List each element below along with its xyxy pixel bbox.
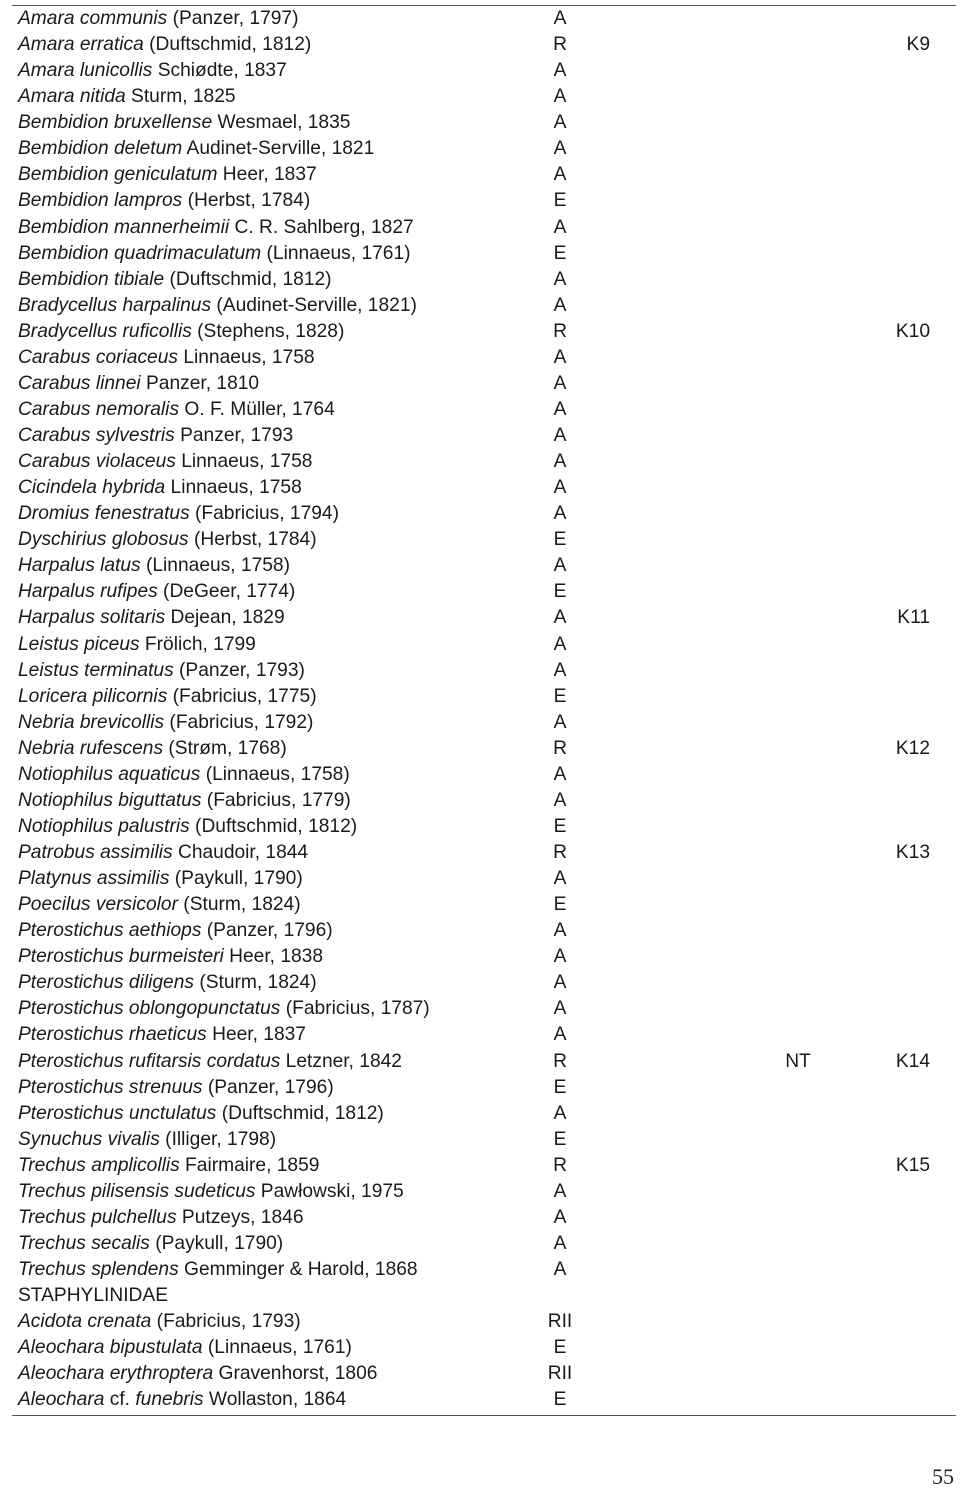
species-genus: Trechus amplicollis <box>18 1154 180 1176</box>
reference-code: K11 <box>897 607 930 629</box>
species-name <box>18 475 302 501</box>
table-row <box>18 762 948 788</box>
species-author: (Panzer, 1797) <box>167 8 299 29</box>
table-row <box>18 136 948 162</box>
bottom-rule <box>12 1415 956 1416</box>
occurrence-code: A <box>553 1024 567 1046</box>
occurrence-code: A <box>553 294 567 316</box>
species-genus: Aleochara <box>18 1389 105 1411</box>
species-author: Linnaeus, 1758 <box>175 451 313 473</box>
species-name <box>18 1049 402 1075</box>
species-author: Chaudoir, 1844 <box>172 842 309 863</box>
reference-code: K14 <box>895 1050 930 1072</box>
species-genus: Pterostichus rhaeticus <box>18 1024 207 1046</box>
table-row <box>18 892 948 918</box>
species-name <box>18 736 287 762</box>
table-row <box>18 1387 948 1413</box>
species-name <box>18 241 411 267</box>
species-genus: Bembidion geniculatum <box>18 164 218 186</box>
species-name <box>18 788 351 814</box>
reference-code: K12 <box>895 737 930 759</box>
table-row <box>18 215 948 241</box>
table-row <box>18 6 948 32</box>
species-genus: Harpalus rufipes <box>18 581 158 603</box>
species-name <box>18 1361 377 1387</box>
table-row <box>18 1075 948 1101</box>
occurrence-code: A <box>553 659 567 681</box>
species-author: Wesmael, 1835 <box>212 112 351 134</box>
occurrence-code: A <box>553 268 567 290</box>
species-genus: Dyschirius globosus <box>18 529 189 551</box>
table-row <box>18 579 948 605</box>
species-name <box>18 892 301 918</box>
occurrence-code: E <box>553 1389 567 1411</box>
species-author: cf. <box>104 1389 136 1411</box>
species-genus: Aleochara erythroptera <box>18 1363 214 1385</box>
species-name <box>18 684 317 710</box>
species-author: Linnaeus, 1758 <box>165 477 302 499</box>
species-genus: Bembidion lampros <box>18 190 183 212</box>
table-row <box>18 110 948 136</box>
occurrence-code: RII <box>547 1311 573 1333</box>
occurrence-code: A <box>553 711 567 733</box>
species-author: (Fabricius, 1793) <box>151 1311 301 1333</box>
occurrence-code: A <box>553 1102 567 1124</box>
species-name <box>18 658 305 684</box>
species-name <box>18 579 295 605</box>
table-row <box>18 527 948 553</box>
table-row <box>18 319 948 345</box>
species-author: (Sturm, 1824) <box>193 972 317 994</box>
species-name <box>18 84 236 110</box>
species-name <box>18 6 298 32</box>
species-name <box>18 397 335 423</box>
species-name <box>18 423 293 449</box>
species-genus: Pterostichus strenuus <box>18 1076 203 1098</box>
table-row <box>18 188 948 214</box>
species-author: (Fabricius, 1775) <box>167 685 317 707</box>
reference-code: K13 <box>895 842 930 863</box>
species-genus: Amara erratica <box>18 34 144 56</box>
occurrence-code: A <box>553 425 567 446</box>
species-genus: Notiophilus aquaticus <box>18 763 201 785</box>
table-row <box>18 293 948 319</box>
species-author: (Linnaeus, 1761) <box>261 242 411 264</box>
table-row <box>18 736 948 762</box>
species-author: (Panzer, 1793) <box>173 659 305 681</box>
occurrence-code: A <box>553 216 567 238</box>
table-row <box>18 553 948 579</box>
species-name <box>18 866 303 892</box>
species-author: (Linnaeus, 1761) <box>202 1337 352 1359</box>
species-genus: Trechus pulchellus <box>18 1206 177 1228</box>
table-row <box>18 814 948 840</box>
species-name <box>18 944 323 970</box>
occurrence-code: A <box>553 112 567 134</box>
table-row <box>18 423 948 449</box>
species-author: Gemminger & Harold, 1868 <box>178 1259 418 1280</box>
species-name <box>18 1309 301 1335</box>
reference-code: K10 <box>895 320 930 342</box>
species-author: (Panzer, 1796) <box>201 920 333 942</box>
species-author: (Strøm, 1768) <box>163 737 287 759</box>
species-name <box>18 1022 306 1048</box>
species-genus: Amara lunicollis <box>18 60 153 82</box>
species-name <box>18 501 339 527</box>
occurrence-code: A <box>553 1259 567 1280</box>
species-genus: Bembidion mannerheimii <box>18 216 230 238</box>
species-author: (Duftschmid, 1812) <box>189 815 358 837</box>
species-name <box>18 345 315 371</box>
occurrence-code: E <box>553 815 567 837</box>
species-genus: Bradycellus ruficollis <box>18 320 192 342</box>
table-row <box>18 1179 948 1205</box>
occurrence-code: R <box>553 1050 567 1072</box>
table-row <box>18 788 948 814</box>
table-row <box>18 1022 948 1048</box>
species-genus: Carabus coriaceus <box>18 346 178 368</box>
species-genus: Pterostichus diligens <box>18 972 194 994</box>
species-genus: Amara nitida <box>18 86 126 108</box>
occurrence-code: A <box>553 372 567 394</box>
species-genus: Pterostichus aethiops <box>18 920 202 942</box>
species-name <box>18 1075 334 1101</box>
species-genus: Cicindela hybrida <box>18 477 166 499</box>
occurrence-code: A <box>553 451 567 473</box>
species-author: (Herbst, 1784) <box>188 529 317 551</box>
table-row <box>18 996 948 1022</box>
reference-code: K15 <box>895 1154 930 1176</box>
species-author: (Audinet-Serville, 1821) <box>211 294 417 316</box>
species-genus: Nebria rufescens <box>18 737 164 759</box>
table-row <box>18 32 948 58</box>
occurrence-code: E <box>553 242 567 264</box>
table-row <box>18 710 948 736</box>
occurrence-code: A <box>553 138 567 160</box>
species-author: (Stephens, 1828) <box>191 320 345 342</box>
species-genus: Trechus secalis <box>18 1232 150 1254</box>
species-author: (DeGeer, 1774) <box>157 581 296 603</box>
species-genus: Notiophilus palustris <box>18 815 190 837</box>
table-row <box>18 371 948 397</box>
species-name <box>18 319 344 345</box>
species-author: Panzer, 1810 <box>140 372 260 394</box>
occurrence-code: A <box>553 633 567 655</box>
species-genus: Carabus linnei <box>18 372 141 394</box>
species-name <box>18 1101 384 1127</box>
species-genus: Bembidion tibiale <box>18 268 165 290</box>
occurrence-code: A <box>553 607 567 629</box>
table-row <box>18 58 948 84</box>
species-genus: Acidota crenata <box>18 1311 152 1333</box>
species-name <box>18 267 332 293</box>
species-name <box>18 1387 346 1413</box>
species-genus: Leistus piceus <box>18 633 140 655</box>
species-name <box>18 371 259 397</box>
species-author: Pawłowski, 1975 <box>255 1180 404 1202</box>
occurrence-code: A <box>553 346 567 368</box>
table-row <box>18 1309 948 1335</box>
species-author: Gravenhorst, 1806 <box>213 1363 378 1385</box>
table-row <box>18 397 948 423</box>
species-author: (Paykull, 1790) <box>169 868 303 890</box>
species-name <box>18 710 313 736</box>
occurrence-code: A <box>553 972 567 994</box>
species-genus: Patrobus assimilis <box>18 842 173 863</box>
table-row <box>18 918 948 944</box>
species-genus: Dromius fenestratus <box>18 503 190 525</box>
table-row <box>18 1205 948 1231</box>
table-row <box>18 84 948 110</box>
species-name <box>18 449 312 475</box>
species-author: Schiødte, 1837 <box>152 60 287 82</box>
species-genus: Synuchus vivalis <box>18 1128 160 1150</box>
table-row <box>18 449 948 475</box>
reference-code: K9 <box>906 34 930 56</box>
species-name <box>18 1179 404 1205</box>
occurrence-code: R <box>553 320 567 342</box>
occurrence-code: A <box>553 8 567 29</box>
species-genus: Bembidion deletum <box>18 138 183 160</box>
species-name <box>18 1231 283 1257</box>
species-author: Linnaeus, 1758 <box>177 346 315 368</box>
species-name <box>18 1153 319 1179</box>
occurrence-code: R <box>553 737 567 759</box>
occurrence-code: E <box>553 894 567 916</box>
table-row <box>18 840 948 866</box>
species-name <box>18 1127 276 1153</box>
species-author: (Paykull, 1790) <box>149 1232 284 1254</box>
species-name <box>18 136 374 162</box>
occurrence-code: A <box>553 1180 567 1202</box>
species-author: (Linnaeus, 1758) <box>140 555 290 577</box>
species-genus: Harpalus latus <box>18 555 141 577</box>
species-genus: Platynus assimilis <box>18 868 170 890</box>
species-genus: Pterostichus oblongopunctatus <box>18 998 281 1020</box>
redlist-status: NT <box>785 1050 811 1072</box>
species-author: (Linnaeus, 1758) <box>200 763 350 785</box>
species-author: (Sturm, 1824) <box>177 894 301 916</box>
species-genus: Carabus violaceus <box>18 451 176 473</box>
species-name <box>18 1205 304 1231</box>
species-table <box>18 6 948 1413</box>
table-row <box>18 684 948 710</box>
species-genus: Poecilus versicolor <box>18 894 178 916</box>
occurrence-code: E <box>553 1337 567 1359</box>
table-row <box>18 1049 948 1075</box>
occurrence-code: A <box>553 398 567 420</box>
species-name <box>18 32 311 58</box>
occurrence-code: RII <box>547 1363 573 1385</box>
occurrence-code: A <box>553 946 567 968</box>
species-genus: Aleochara bipustulata <box>18 1337 203 1359</box>
table-row <box>18 1335 948 1361</box>
table-row <box>18 1283 948 1309</box>
species-name <box>18 605 285 631</box>
species-name <box>18 527 317 553</box>
species-genus: Pterostichus burmeisteri <box>18 946 224 968</box>
occurrence-code: E <box>553 529 567 551</box>
species-author: Heer, 1838 <box>223 946 324 968</box>
species-name <box>18 293 417 319</box>
species-genus: Carabus nemoralis <box>18 398 180 420</box>
table-row <box>18 632 948 658</box>
species-name <box>18 110 350 136</box>
table-row <box>18 1127 948 1153</box>
species-genus: Trechus splendens <box>18 1259 179 1280</box>
species-name <box>18 918 333 944</box>
species-genus: Pterostichus rufitarsis cordatus <box>18 1050 281 1072</box>
species-genus: Bembidion quadrimaculatum <box>18 242 262 264</box>
occurrence-code: A <box>553 1232 567 1254</box>
species-name <box>18 553 290 579</box>
occurrence-code: A <box>553 477 567 499</box>
species-author: (Herbst, 1784) <box>182 190 311 212</box>
occurrence-code: E <box>553 1128 567 1150</box>
species-author: (Fabricius, 1787) <box>280 998 430 1020</box>
species-genus: Bembidion bruxellense <box>18 112 213 134</box>
species-name <box>18 762 350 788</box>
species-genus: Trechus pilisensis sudeticus <box>18 1180 256 1202</box>
occurrence-code: R <box>553 842 567 863</box>
species-author: Fairmaire, 1859 <box>179 1154 320 1176</box>
table-row <box>18 866 948 892</box>
table-row <box>18 267 948 293</box>
species-name <box>18 1257 418 1283</box>
species-author: (Panzer, 1796) <box>202 1076 334 1098</box>
species-author: (Duftschmid, 1812) <box>143 34 312 56</box>
species-name <box>18 1283 168 1309</box>
species-author: Dejean, 1829 <box>165 607 285 629</box>
species-genus: Pterostichus unctulatus <box>18 1102 217 1124</box>
species-genus: Carabus sylvestris <box>18 425 175 446</box>
species-genus: Notiophilus biguttatus <box>18 789 202 811</box>
species-author: Wollaston, 1864 <box>203 1389 347 1411</box>
occurrence-code: E <box>553 581 567 603</box>
occurrence-code: A <box>553 1206 567 1228</box>
species-author: (Illiger, 1798) <box>159 1128 277 1150</box>
table-row <box>18 345 948 371</box>
species-name <box>18 162 317 188</box>
species-name <box>18 215 414 241</box>
species-author: Heer, 1837 <box>217 164 317 186</box>
species-name <box>18 188 310 214</box>
occurrence-code: A <box>553 60 567 82</box>
occurrence-code: E <box>553 190 567 212</box>
table-row <box>18 241 948 267</box>
species-author: (Duftschmid, 1812) <box>164 268 332 290</box>
species-author: O. F. Müller, 1764 <box>179 398 335 420</box>
species-genus: Harpalus solitaris <box>18 607 166 629</box>
occurrence-code: A <box>553 789 567 811</box>
species-genus: Nebria brevicollis <box>18 711 165 733</box>
table-row <box>18 162 948 188</box>
species-name <box>18 1335 352 1361</box>
species-genus: funebris <box>135 1389 204 1411</box>
occurrence-code: R <box>553 34 567 56</box>
species-genus: Loricera pilicornis <box>18 685 168 707</box>
species-genus: Leistus terminatus <box>18 659 174 681</box>
species-author: (Fabricius, 1792) <box>164 711 314 733</box>
species-genus: Bradycellus harpalinus <box>18 294 212 316</box>
species-author: Panzer, 1793 <box>174 425 294 446</box>
occurrence-code: A <box>553 503 567 525</box>
species-name <box>18 996 430 1022</box>
species-name <box>18 970 317 996</box>
table-row <box>18 658 948 684</box>
species-name <box>18 814 357 840</box>
table-row <box>18 1361 948 1387</box>
occurrence-code: E <box>553 685 567 707</box>
species-name <box>18 58 287 84</box>
species-author: Letzner, 1842 <box>280 1050 402 1072</box>
species-name <box>18 632 256 658</box>
species-author: Sturm, 1825 <box>125 86 236 108</box>
occurrence-code: A <box>553 164 567 186</box>
species-author: Audinet-Serville, 1821 <box>182 138 375 160</box>
species-author: Heer, 1837 <box>206 1024 306 1046</box>
page-number: 55 <box>932 1464 954 1489</box>
species-author: C. R. Sahlberg, 1827 <box>229 216 414 238</box>
species-name <box>18 840 308 866</box>
table-row <box>18 1101 948 1127</box>
species-author: Putzeys, 1846 <box>176 1206 304 1228</box>
occurrence-code: E <box>553 1076 567 1098</box>
occurrence-code: A <box>553 868 567 890</box>
table-row <box>18 501 948 527</box>
species-author: STAPHYLINIDAE <box>18 1285 168 1307</box>
occurrence-code: R <box>553 1154 567 1176</box>
species-author: (Fabricius, 1794) <box>189 503 339 525</box>
occurrence-code: A <box>553 998 567 1020</box>
occurrence-code: A <box>553 920 567 942</box>
species-author: (Fabricius, 1779) <box>201 789 351 811</box>
occurrence-code: A <box>553 763 567 785</box>
species-author: (Duftschmid, 1812) <box>216 1102 384 1124</box>
table-row <box>18 1257 948 1283</box>
table-row <box>18 475 948 501</box>
species-genus: Amara communis <box>18 8 168 29</box>
table-row <box>18 1231 948 1257</box>
occurrence-code: A <box>553 86 567 108</box>
table-row <box>18 970 948 996</box>
species-author: Frölich, 1799 <box>139 633 256 655</box>
occurrence-code: A <box>553 555 567 577</box>
table-row <box>18 605 948 631</box>
table-row <box>18 1153 948 1179</box>
table-row <box>18 944 948 970</box>
